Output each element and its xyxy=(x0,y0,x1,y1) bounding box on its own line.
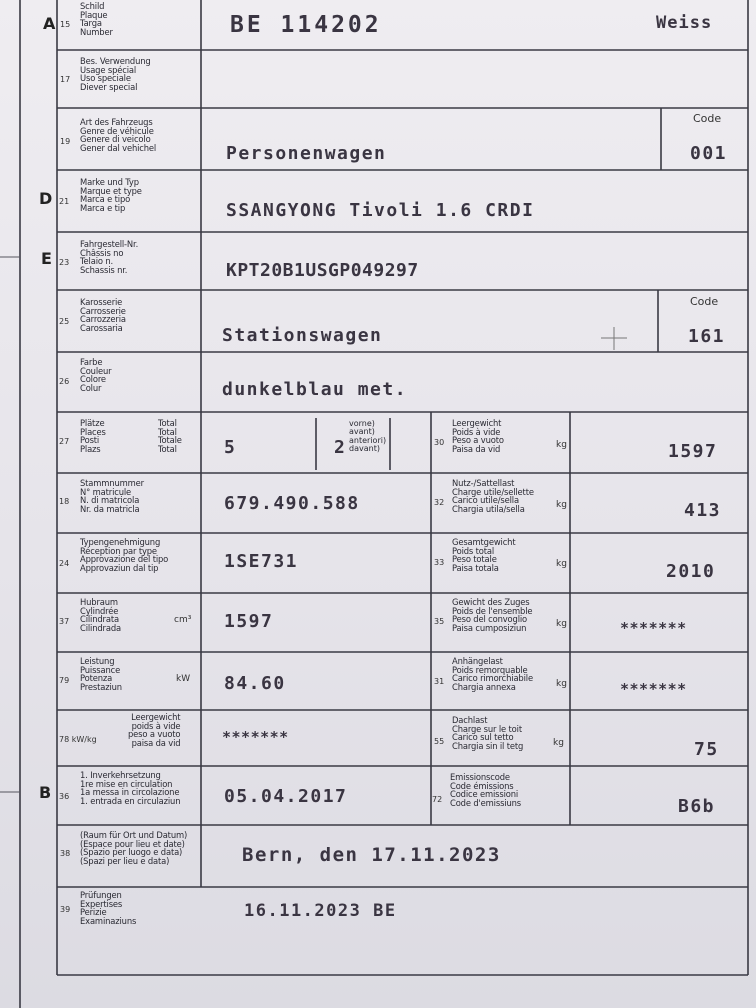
value-body: Stationswagen xyxy=(222,325,383,346)
row-letter-d: D xyxy=(39,189,53,208)
field-number-72: 72 xyxy=(432,795,443,804)
label-ratio-empty: Leergewicht poids à vide peso a vuoto paisa da vid xyxy=(128,712,181,748)
field-number-23: 23 xyxy=(59,258,70,267)
value-ratio: ******* xyxy=(222,728,289,746)
label-train-weight: Gewicht des Zuges Poids de l'ensemble Peso del convoglio Paisa cumposiziun xyxy=(452,597,533,633)
unit-kw-power: kW xyxy=(176,674,191,684)
value-trailer-load: ******* xyxy=(620,680,687,698)
label-type-number: Stammnummer N° matricule N. di matricola Nr. da matricla xyxy=(80,478,144,514)
row-letter-b: B xyxy=(39,783,52,802)
value-make-type: SSANGYONG Tivoli 1.6 CRDI xyxy=(226,200,535,221)
value-vehicle-type: Personenwagen xyxy=(226,143,387,164)
field-number-38: 38 xyxy=(60,849,71,858)
field-number-30: 30 xyxy=(434,438,445,447)
label-seats-front: vorne) avant) anteriori) davant) xyxy=(349,419,387,454)
field-number-37: 37 xyxy=(59,617,70,626)
value-seats-front: 2 xyxy=(334,437,347,458)
field-number-17: 17 xyxy=(60,75,71,84)
field-number-55: 55 xyxy=(434,737,445,746)
label-color: Farbe Couleur Colore Colur xyxy=(80,357,112,393)
unit-cm3-displacement: cm³ xyxy=(174,615,192,625)
label-power: Leistung Puissance Potenza Prestaziun xyxy=(80,656,122,692)
label-make-type: Marke und Typ Marque et type Marca e tipo Marca e tip xyxy=(80,177,142,213)
label-first-registration: 1. Inverkehrsetzung 1re mise en circulation 1a messa in circolazione 1. entrada en circulaziun xyxy=(80,770,181,806)
field-number-32: 32 xyxy=(434,498,445,507)
label-inspections: Prüfungen Expertises Perizie Examinaziuns xyxy=(80,890,137,926)
field-number-36: 36 xyxy=(59,792,70,801)
unit-kg-train-weight: kg xyxy=(556,619,567,629)
value-type-number: 679.490.588 xyxy=(224,493,360,514)
row-letter-e: E xyxy=(41,249,52,268)
field-number-35: 35 xyxy=(434,617,445,626)
row-letter-a: A xyxy=(43,14,56,33)
label-emission-code: Emissionscode Code émissions Codice emissioni Code d'emissiuns xyxy=(450,772,521,808)
label-payload: Nutz-/Sattellast Charge utile/sellette Carico utile/sella Chargia utila/sella xyxy=(452,478,534,514)
label-vehicle-type: Art des Fahrzeugs Genre de véhicule Genere di veicolo Gener dal vehichel xyxy=(80,117,157,153)
value-type-approval: 1SE731 xyxy=(224,551,299,572)
value-color: dunkelblau met. xyxy=(222,379,408,400)
value-payload: 413 xyxy=(684,500,722,521)
code-header-body: Code xyxy=(690,295,719,308)
field-number-25: 25 xyxy=(59,317,70,326)
unit-kg-empty-weight: kg xyxy=(556,440,567,450)
value-seats-total: 5 xyxy=(224,437,237,458)
value-power: 84.60 xyxy=(224,673,286,694)
label-seats: Plätze Places Posti Plazs xyxy=(80,418,106,454)
field-number-33: 33 xyxy=(434,558,445,567)
unit-kg-total-weight: kg xyxy=(556,559,567,569)
field-number-18: 18 xyxy=(59,497,70,506)
field-number-31: 31 xyxy=(434,677,445,686)
field-number-79: 79 xyxy=(59,676,70,685)
field-number-21: 21 xyxy=(59,197,70,206)
value-displacement: 1597 xyxy=(224,611,274,632)
label-body: Karosserie Carrosserie Carrozzeria Carossaria xyxy=(80,297,126,333)
value-inspection: 16.11.2023 BE xyxy=(244,901,397,921)
value-body-code: 161 xyxy=(688,326,726,347)
label-chassis: Fahrgestell-Nr. Châssis no Telaio n. Schassis nr. xyxy=(80,239,139,275)
label-trailer-load: Anhängelast Poids remorquable Carico rimorchiabile Chargia annexa xyxy=(452,656,533,692)
label-displacement: Hubraum Cylindrée Cilindrata Cilindrada xyxy=(80,597,121,633)
field-number-24: 24 xyxy=(59,559,70,568)
value-emission-code: B6b xyxy=(678,796,716,817)
field-number-26: 26 xyxy=(59,377,70,386)
value-first-registration: 05.04.2017 xyxy=(224,786,348,807)
value-total-weight: 2010 xyxy=(666,561,716,582)
label-place-date: (Raum für Ort und Datum) (Espace pour lieu et date) (Spazio per luogo e data) (Spazi per lieu e data) xyxy=(80,830,188,866)
code-header-vehicle-type: Code xyxy=(693,112,722,125)
field-number-19: 19 xyxy=(60,137,71,146)
value-empty-weight: 1597 xyxy=(668,441,718,462)
unit-kg-roof-load: kg xyxy=(553,738,564,748)
unit-kg-trailer-load: kg xyxy=(556,679,567,689)
label-empty-weight: Leergewicht Poids à vide Peso a vuoto Paisa da vid xyxy=(452,418,504,454)
value-train-weight: ******* xyxy=(620,619,687,637)
value-vehicle-type-code: 001 xyxy=(690,143,728,164)
label-plate: Schild Plaque Targa Number xyxy=(80,1,113,37)
value-place-date: Bern, den 17.11.2023 xyxy=(242,844,501,866)
label-special-use: Bes. Verwendung Usage spécial Uso speciale Diever special xyxy=(80,56,151,92)
label-seats-total: Total Total Totale Total xyxy=(158,418,182,454)
unit-kg-payload: kg xyxy=(556,500,567,510)
field-number-78: 78 kW/kg xyxy=(59,735,97,744)
label-total-weight: Gesamtgewicht Poids total Peso totale Paisa totala xyxy=(452,537,516,573)
label-roof-load: Dachlast Charge sur le toit Carico sul tetto Chargia sin il tetg xyxy=(452,715,524,751)
field-number-27: 27 xyxy=(59,437,70,446)
value-roof-load: 75 xyxy=(694,739,719,760)
value-plate: BE 114202 xyxy=(230,12,382,38)
field-number-39: 39 xyxy=(60,905,71,914)
label-type-approval: Typengenehmigung Réception par type Approvazione del tipo Approvaziun dal tip xyxy=(80,537,169,573)
value-chassis: KPT20B1USGP049297 xyxy=(226,260,419,281)
value-plate-color: Weiss xyxy=(656,13,713,33)
field-number-15: 15 xyxy=(60,20,71,29)
